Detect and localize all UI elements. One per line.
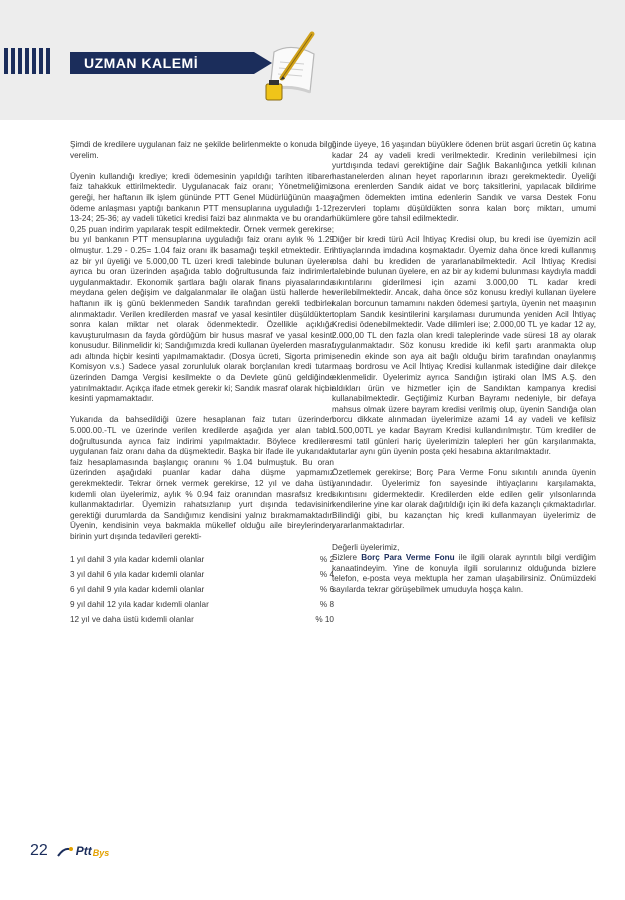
pen-and-scroll-icon: [252, 28, 332, 108]
tier-rate: % 2: [319, 555, 334, 565]
section-title: UZMAN KALEMİ: [70, 52, 254, 74]
paragraph: Özetlemek gerekirse; Borç Para Verme Fonu sıkıntılı anında üyenin yanındadır. Üyelerimiz fon sayesinde ihtiyaçlarını karşılamakta, sıkıntısını gidermektedir. Kredilerden elde edilen gelir yılsonlarında kendilerine yine kar olarak dağıtıldığı için iki defa kazançlı çıkmaktadırlar. Bilindiği gibi, bu kazançtan hiç kredi kullanmayan üyelerimiz de yararlanmaktadırlar.: [332, 468, 596, 531]
tier-rate: % 4: [319, 570, 334, 580]
page-number: 22: [30, 842, 48, 859]
closing-text: Sizlere: [332, 553, 362, 563]
logo-ptt-text: Ptt: [75, 844, 92, 858]
tier-label: 1 yıl dahil 3 yıla kadar kıdemli olanlar: [70, 555, 205, 565]
tier-label: 6 yıl dahil 9 yıla kadar kıdemli olanlar: [70, 585, 205, 595]
paragraph: ğinde üyeye, 16 yaşından büyüklere ödenen brüt asgari ücretin üç katına kadar 24 ay vadeli kredi verilmektedir. Kredinin verilebilmesi için yurtdışında tedavi gerektiğine dair Sağlık Bakanlığınca yetkili kılınan hastanelerden alınan heyet raporlarının ibrazı gerekmektedir. Üyeliği sona erenlerden Sandık aidat ve borç taksitlerini, yapılacak bildirime rağmen ödemekten imtina edenlerin Sandık ve varsa Destek Fonu rezervleri toplamı düşüldükten sonra kalan borç miktarı, umumi hükümlere göre tahsil edilmektedir.: [332, 140, 596, 224]
salutation: Değerli üyelerimiz,: [332, 542, 400, 552]
header-band: [0, 0, 625, 120]
right-column: [332, 140, 596, 606]
header-stripes: [4, 48, 50, 74]
paragraph: Yukarıda da bahsedildiği üzere hesaplanan faiz tutarı üzerinden 5.000.00.-TL ve üzerinde verilen kredilerde aşağıda yer alan tablo doğrultusunda ayrıca faiz indirimi yapılmaktadır. Böylece kredilere uygulanan faiz oranı daha da düşmektedir. Başka bir ifade ile yukarıdaki faiz hesaplamasında başlangıç oranını % 1.04 bulmuştuk. Bu oran üzerinden aşağıdaki puanlar kadar daha düşme yapmamız gerekmektedir. Tekrar örnek vermek gerekirse, 12 yıl ve daha üstü kıdemli olan üyelerimiz, aylık % 0.94 faiz oranından masrafsız kredi kullanmaktadırlar. Üyemizin rahatsızlanıp yurt dışında tedavisinin gerektiği durumlarda da Sandığımız kendisini yalnız bırakmamaktadır. Üyenin, kendisinin veya bakmakla mükellef olduğu aile bireylerinden birinin yurt dışında tedavileri gerekti-: [70, 415, 334, 541]
table-row: [70, 553, 334, 568]
tier-rate: % 10: [315, 615, 334, 625]
table-row: [70, 613, 334, 628]
closing-paragraph: [332, 553, 596, 595]
table-row: [70, 598, 334, 613]
seniority-discount-table: [70, 553, 334, 628]
tier-label: 12 yıl ve daha üstü kıdemli olanlar: [70, 615, 194, 625]
fund-name: Borç Para Verme Fonu: [361, 553, 455, 563]
footer: [30, 842, 109, 860]
logo-swoosh-icon: [56, 846, 74, 858]
table-row: [70, 568, 334, 583]
paragraph: Diğer bir kredi türü Acil İhtiyaç Kredisi olup, bu kredi ise üyemizin acil ihtiyaçlarında imdadına koşmaktadır. Üyemiz daha önce kredi kullanmış olsa dahi bu krediden de yararlanabilmektedir. Acil İhtiyaç Kredisi talebinde bulunan üyelere, en az bir ay kıdemi bulunması kaydıyla maddi sıkıntılarını giderilmesi için azami 3.000,00 TL kadar kredi verilebilmektedir. Ancak, daha önce söz konusu krediyi kullanan üyelere kalan borcunun tamamını nakden ödemesi şartıyla, üyenin net maaşının toplam Sandık kesintilerini karşılaması durumunda yeniden Acil İhtiyaç Kredisi ödenebilmektedir. Vade dilimleri ise; 2.000,00 TL ye kadar 12 ay, 2.000,00 TL den fazla olan kredi taleplerinde vade süresi 18 ay olarak uygulanmaktadır. Söz konusu kredide iki kefil şartı aranmakta olup senedin ekinde son aya ait bağlı olduğu birim tarafından onaylanmış maaş bordrosu ve Acil İhtiyaç Kredisi kullanmak istediğine dair dilekçe eklenmelidir. Üyelerimiz ayrıca Sandığın iştiraki olan İMS A.Ş. den aldıkları ürün ve hizmetler için de Sandıktan kampanya kredisi kullanabilmektedir. Geçtiğimiz Kurban Bayramı nedeniyle, bir defaya mahsus olmak üzere bayram kredisi verilmiş olup, üyenin Sandığa olan borcu dikkate alınmadan üyelerimize azami 14 ay vadeli ve kefilsiz 1.500,00TL ye kadar Bayram Kredisi kullandırılmıştır. Tüm krediler de resmi tatil günleri hariç üyelerimizin talepleri her gün karşılanmakta, tutarlar aynı gün üyenin posta çeki hesabına aktarılmaktadır.: [332, 235, 596, 457]
logo-bys-text: Bys: [92, 848, 110, 858]
pttbys-logo: [56, 844, 110, 858]
closing-text: ile ilgili olarak ayrıntılı bilgi verdiğim kanaatindeyim. Yine de konuyla ilgili sorularınız olduğunda bizlere telefon, e-posta veya mektupla her zaman ulaşabilirsiniz. Önümüzdeki sayılarda tekrar görüşebilmek umuduyla hoşça kalın.: [332, 553, 596, 594]
table-row: [70, 583, 334, 598]
tier-rate: % 8: [319, 600, 334, 610]
tier-label: 3 yıl dahil 6 yıla kadar kıdemli olanlar: [70, 570, 205, 580]
paragraph: Üyenin kullandığı krediye; kredi ödemesinin yapıldığı tarihten itibaren faiz tahakkuk ettirilmektedir. Uygulanacak faiz oranı; Yönetmeliğimiz gereği, her haftanın ilk işlem gününde PTT Genel Müdürlüğünün maaş ödeme anlaşması yaptığı bankanın PTT mensuplarına uyguladığı 1-12; 13-24; 25-36; ay vadeli tüketici kredisi faizi baz alınmakta ve bu orandan 0,25 puan indirim yapılarak tespit edilmektedir. Örnek vermek gerekirse; bu yıl bankanın PTT mensuplarına uyguladığı faiz oranı aylık % 1.29 olmuştur. 1.29 - 0.25= 1.04 faiz oranı ilk basamağı teşkil etmektedir. En az bir yıl üyeliği ve 5.000,00 TL üzeri kredi talebinde bulunan üyelere ayrıca bu oran üzerinden aşağıda tablo doğrultusunda faiz indirimleri uygulanmaktadır. Ekonomik şartlara bağlı olarak finans piyasalarında meydana gelen değişim ve dalgalanmalar ile olağan üstü hallerde her haftanın ilk iş günü beklenmeden Sandık tarafından gerekli tedbirler alınmaktadır. Verilen kredilerden masraf ve yasal kesintiler düşüldükten sonra kalan miktar net olarak ödenmektedir. Özellikle açıklığa kavuşturulmasın da fayda gördüğüm bir husus masraf ve yasal kesinti konusudur. Bilinmelidir ki; Sandığımızda kredi kullanan üyelerden masraf adı altında hiçbir kesinti yapılmamaktadır. (Dosya ücreti, Sigorta primi, Komisyon v.s.) Sadece yasal zorunluluk olarak borçlanılan kredi tutarı üzerinden Damga Vergisi kesilmekte o da Devlete günü geldiğinde yatırılmaktadır. Açıkça ifade etmek gerekir ki; Sandık masraf olarak hiçbir kesinti yapmamaktadır.: [70, 171, 334, 404]
tier-rate: % 6: [319, 585, 334, 595]
paragraph: Şimdi de kredilere uygulanan faiz ne şekilde belirlenmekte o konuda bilgi verelim.: [70, 140, 334, 160]
tier-label: 9 yıl dahil 12 yıla kadar kıdemli olanlar: [70, 600, 209, 610]
left-column: [70, 140, 334, 628]
